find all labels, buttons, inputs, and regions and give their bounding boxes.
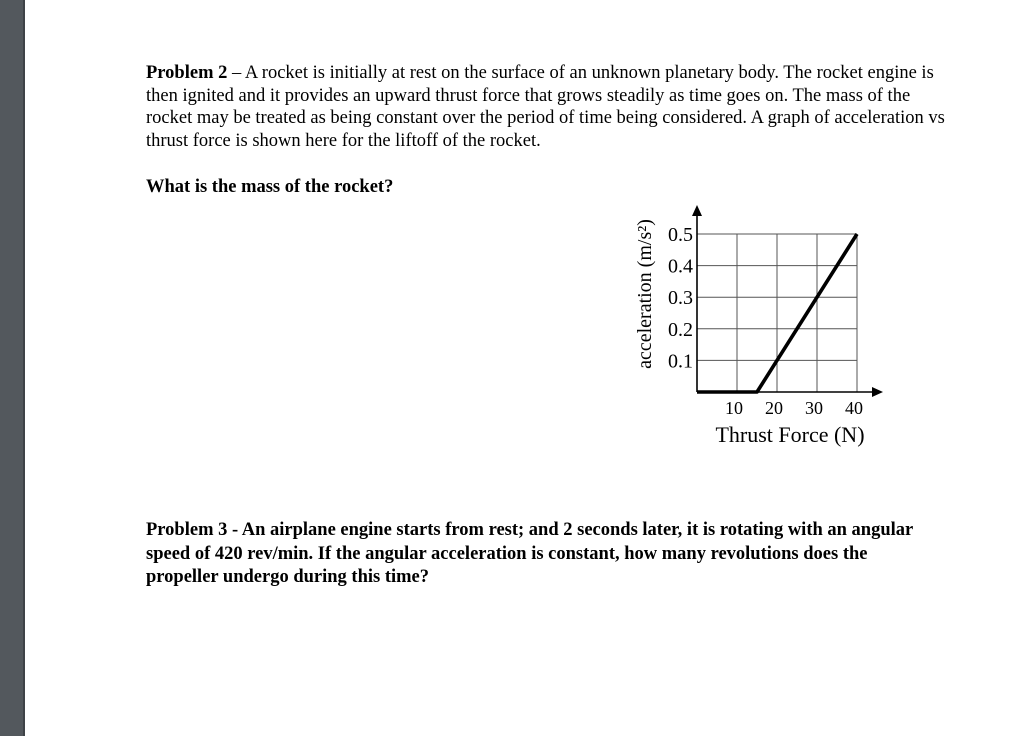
x-tick-label: 30 (805, 398, 823, 418)
y-tick-labels (668, 224, 693, 372)
y-axis-arrowhead (692, 205, 702, 216)
viewer-rail-edge (23, 0, 25, 736)
x-axis-arrowhead (872, 387, 883, 397)
acceleration-vs-thrust-chart (600, 196, 900, 456)
x-axis-label: Thrust Force (N) (715, 422, 865, 447)
x-tick-label: 20 (765, 398, 783, 418)
problem-3-paragraph: Problem 3 - An airplane engine starts from rest; and 2 seconds later, it is rotating with an angular speed of 420 rev/min. If the angular acceleration is constant, how many revolutions does the propeller undergo during this time? (146, 520, 913, 587)
y-tick-label: 0.4 (668, 255, 693, 278)
viewer-left-rail (0, 0, 23, 736)
x-tick-labels (725, 398, 863, 418)
y-tick-label: 0.1 (668, 350, 693, 373)
y-tick-label: 0.5 (668, 224, 693, 246)
x-tick-label: 10 (725, 398, 743, 418)
y-tick-label: 0.3 (668, 287, 693, 310)
x-tick-label: 40 (845, 398, 863, 418)
y-tick-label: 0.2 (668, 318, 693, 341)
chart-grid (697, 234, 857, 392)
problem-2-label: Problem 2 (146, 63, 228, 83)
problem-2-text: – A rocket is initially at rest on the surface of an unknown planetary body. The rocket engine is then ignited and it provides an upward thrust force that grows steadily as time goes on. The mass of the rocket may be treated as being constant over the period of time being considered. A graph of acceleration vs thrust force is shown here for the liftoff of the rocket. (146, 63, 945, 151)
problem-2-paragraph (146, 62, 946, 152)
y-axis-label: acceleration (m/s²) (634, 219, 656, 369)
problem-2-question: What is the mass of the rocket? (146, 177, 394, 197)
